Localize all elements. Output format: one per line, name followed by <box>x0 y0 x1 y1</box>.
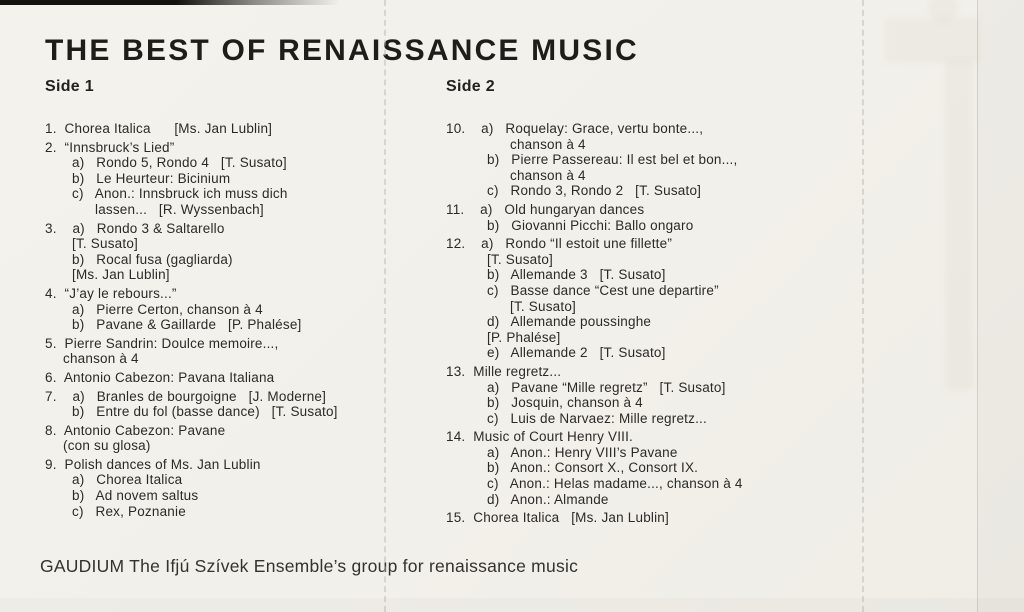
track-line: 2. “Innsbruck’s Lied” <box>45 139 175 155</box>
track-line: (con su glosa) <box>63 438 151 454</box>
track-line: [T. Susato] <box>487 251 553 267</box>
ghost-showthrough-mark <box>885 18 980 63</box>
track-line: [Ms. Jan Lublin] <box>72 267 170 283</box>
paper-edge-panel <box>977 0 1024 612</box>
track-line: 15. Chorea Italica [Ms. Jan Lublin] <box>446 510 669 526</box>
track-line: b) Entre du fol (basse dance) [T. Susato] <box>72 404 338 420</box>
side1-panel <box>45 78 338 519</box>
side2-tracklist <box>446 121 743 526</box>
track-line: a) Chorea Italica <box>72 472 183 488</box>
track-line: c) Anon.: Helas madame..., chanson à 4 <box>487 476 743 492</box>
track-line: b) Le Heurteur: Bicinium <box>72 170 231 186</box>
track-line: b) Pavane & Gaillarde [P. Phalése] <box>72 317 302 333</box>
track-line: a) Rondo 5, Rondo 4 [T. Susato] <box>72 155 287 171</box>
track-line: b) Anon.: Consort X., Consort IX. <box>487 460 699 476</box>
track-line: b) Pierre Passereau: Il est bel et bon..., <box>487 152 738 168</box>
side2-heading: Side 2 <box>446 78 495 95</box>
track-line: 8. Antonio Cabezon: Pavane <box>45 422 226 438</box>
track-line: [P. Phalése] <box>487 329 561 345</box>
track-line: c) Rondo 3, Rondo 2 [T. Susato] <box>487 183 702 199</box>
track-line: chanson à 4 <box>510 136 586 152</box>
track-line: d) Anon.: Almande <box>487 491 609 507</box>
track-line: chanson à 4 <box>63 351 139 367</box>
track-line: c) Basse dance “Cest une departire” <box>487 282 719 298</box>
track-line: a) Pavane “Mille regretz” [T. Susato] <box>487 379 726 395</box>
track-line: 10. a) Roquelay: Grace, vertu bonte..., <box>446 121 704 136</box>
top-black-bar <box>0 0 340 5</box>
side1-tracklist <box>45 121 338 519</box>
paper-bottom-shade <box>0 598 1024 612</box>
track-line: 9. Polish dances of Ms. Jan Lublin <box>45 456 261 472</box>
side1-heading: Side 1 <box>45 78 94 95</box>
ensemble-credit: GAUDIUM The Ifjú Szívek Ensemble’s group for renaissance music <box>40 556 579 576</box>
track-line: b) Rocal fusa (gagliarda) <box>72 251 233 267</box>
track-line: 5. Pierre Sandrin: Doulce memoire..., <box>45 335 279 351</box>
track-line: b) Giovanni Picchi: Ballo ongaro <box>487 217 694 233</box>
track-line: a) Anon.: Henry VIII’s Pavane <box>487 444 678 460</box>
fold-crease-right <box>862 0 864 612</box>
track-line: c) Luis de Narvaez: Mille regretz... <box>487 410 707 426</box>
track-line: 1. Chorea Italica [Ms. Jan Lublin] <box>45 121 273 136</box>
album-title: THE BEST OF RENAISSANCE MUSIC <box>45 34 639 68</box>
track-line: a) Pierre Certon, chanson à 4 <box>72 301 263 317</box>
track-line: [T. Susato] <box>72 236 138 252</box>
track-line: 4. “J’ay le rebours...” <box>45 285 177 301</box>
track-line: e) Allemande 2 [T. Susato] <box>487 345 666 361</box>
track-line: 3. a) Rondo 3 & Saltarello <box>45 220 225 236</box>
track-line: d) Allemande poussinghe <box>487 314 652 330</box>
track-line: lassen... [R. Wyssenbach] <box>95 201 264 217</box>
track-line: chanson à 4 <box>510 167 586 183</box>
track-line: c) Rex, Poznanie <box>72 503 186 519</box>
track-line: b) Ad novem saltus <box>72 488 199 504</box>
track-line: [T. Susato] <box>510 298 576 314</box>
track-line: 6. Antonio Cabezon: Pavana Italiana <box>45 369 275 385</box>
side2-panel <box>446 78 743 526</box>
track-line: 14. Music of Court Henry VIII. <box>446 429 634 445</box>
track-line: 11. a) Old hungaryan dances <box>446 201 645 217</box>
track-line: b) Allemande 3 [T. Susato] <box>487 267 666 283</box>
ghost-showthrough-mark <box>945 60 973 390</box>
track-line: 12. a) Rondo “Il estoit une fillette” <box>446 236 673 252</box>
track-line: b) Josquin, chanson à 4 <box>487 395 643 411</box>
track-line: 13. Mille regretz... <box>446 363 562 379</box>
fold-crease-center <box>384 0 386 612</box>
track-line: 7. a) Branles de bourgoigne [J. Moderne] <box>45 388 327 404</box>
track-line: c) Anon.: Innsbruck ich muss dich <box>72 186 288 202</box>
